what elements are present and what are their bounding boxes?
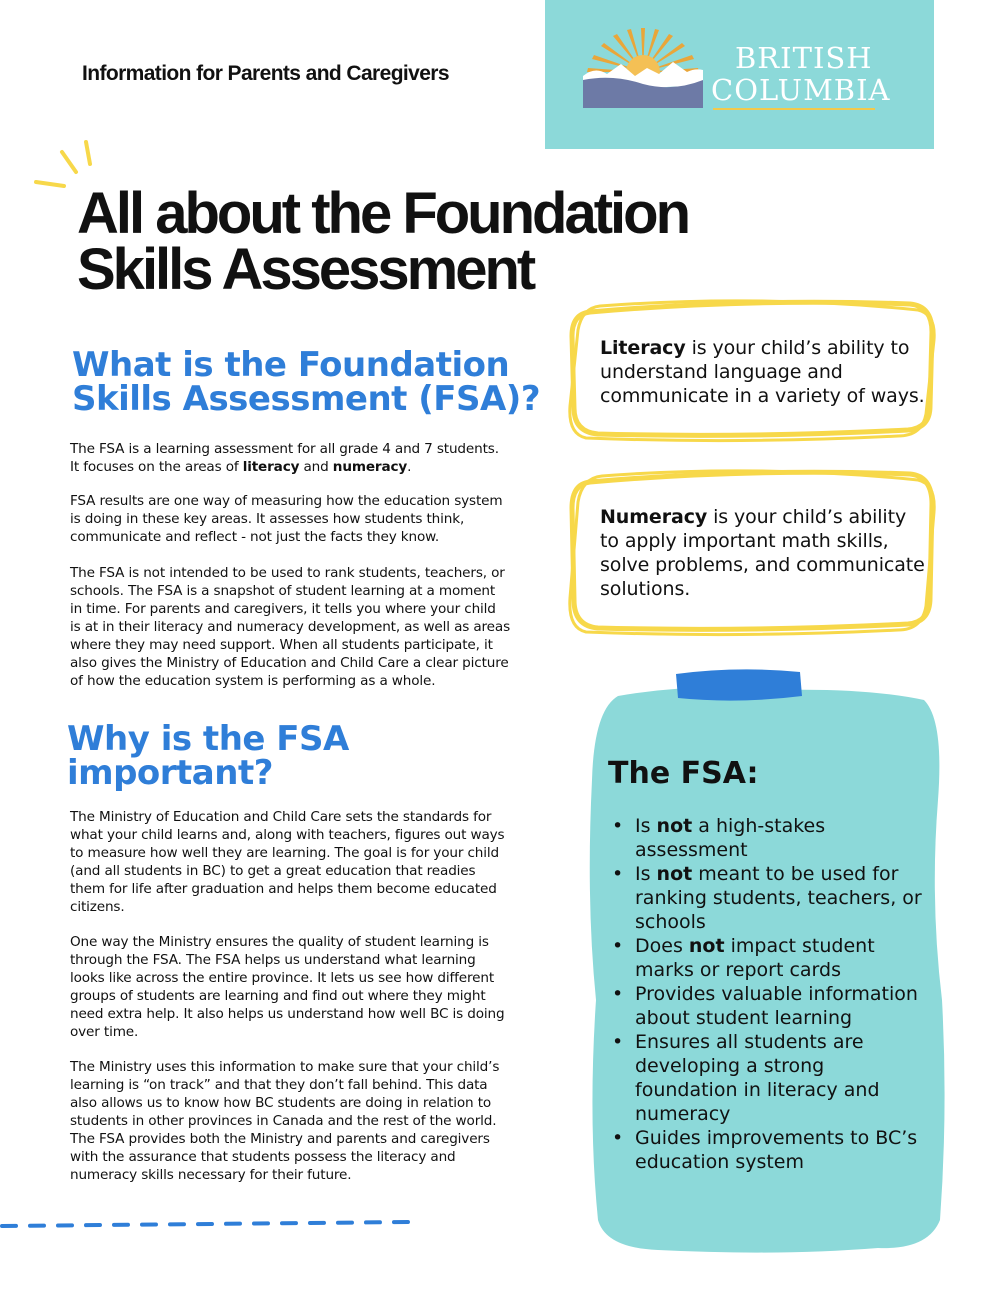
list-item [610,1126,930,1174]
fsa-summary-title: The FSA: [608,756,759,791]
text-run: Is [635,863,657,885]
section-heading-line: important? [67,753,273,793]
text-run: The FSA is a learning assessment for all grade 4 and 7 students. It focuses on the areas of [70,441,499,475]
bullet-icon: • [612,935,624,957]
section-heading-line: What is the Foundation [72,345,510,385]
paragraph-fsa-not-rank [70,564,510,690]
text-run: Is [635,815,657,837]
literacy-callout [600,336,930,408]
text-run: Ensures all students are developing a strong foundation in literacy and numeracy [635,1031,880,1125]
section-heading-line: Skills Assessment (FSA)? [72,379,541,419]
section-heading-what-is-fsa [72,345,541,419]
section-heading-why-important [67,719,349,793]
bold-text: not [656,863,693,885]
list-item [610,1030,930,1126]
bullet-icon: • [612,1031,624,1053]
page-title-line2: Skills Assessment [77,237,534,302]
bold-text: not [656,815,693,837]
dashed-divider [0,1214,420,1234]
numeracy-callout [600,505,930,601]
sun-mountain-logo-icon [583,24,703,108]
paragraph-fsa-intro [70,440,510,476]
paragraph-ministry-standards [70,808,510,916]
text-run: a high-stakes assessment [635,815,826,861]
bold-term-numeracy: numeracy [332,459,408,475]
list-item [610,982,930,1030]
fsa-summary-list [610,814,930,1174]
bold-text: not [688,935,725,957]
bullet-icon: • [612,1127,624,1149]
numeracy-definition: is your child’s ability to apply important math skills, solve problems, and communicate solutions. [600,506,925,600]
logo-text-columbia: COLUMBIA [711,73,891,107]
page-title-line1: All about the Foundation [77,181,689,246]
list-item [610,934,930,982]
numeracy-term: Numeracy [600,506,708,528]
bullet-icon: • [612,863,624,885]
bullet-icon: • [612,815,624,837]
list-item [610,862,930,934]
bullet-icon: • [612,983,624,1005]
paragraph-text: One way the Ministry ensures the quality of student learning is through the FSA. The FSA helps us understand what learning looks like across the entire province. It lets us see how different groups of students are learning and find out where they might need extra help. It also helps us understand how well BC is doing over time. [70,934,505,1040]
paragraph-on-track [70,1058,510,1184]
text-run: and [299,459,333,475]
paragraph-text: FSA results are one way of measuring how the education system is doing in these key areas. It assesses how students think, communicate and reflect - not just the facts they know. [70,493,503,545]
logo-text-british: BRITISH [735,41,873,75]
text-run: Does [635,935,689,957]
text-run: meant to be used for ranking students, teachers, or schools [635,863,922,933]
bold-term-literacy: literacy [242,459,300,475]
text-run: impact student marks or report cards [635,935,875,981]
paragraph-text: The Ministry uses this information to make sure that your child’s learning is “on track” and that they don’t fall behind. This data also allows us to know how BC students are doing in relation to students in other provinces in Canada and the rest of the world. The FSA provides both the Ministry and parents and caregivers with the assurance that students possess the literacy and numeracy skills necessary for their future. [70,1059,500,1183]
header-subtitle: Information for Parents and Caregivers [82,62,449,85]
page-title [77,181,689,302]
paragraph-text: The Ministry of Education and Child Care sets the standards for what your child learns and, along with teachers, figures out ways to measure how well they are learning. The goal is for your child (and all students in BC) to get a great education that readies them for life after graduation and helps them become educated citizens. [70,809,505,915]
paragraph-fsa-results [70,492,510,546]
list-item [610,814,930,862]
text-run: Provides valuable information about student learning [635,983,918,1029]
section-heading-line: Why is the FSA [67,719,349,759]
literacy-definition: is your child’s ability to understand language and communicate in a variety of ways. [600,337,925,407]
literacy-term: Literacy [600,337,686,359]
text-run: . [407,459,412,475]
bc-logo-banner [545,0,934,149]
logo-underline [713,108,875,110]
text-run: Guides improvements to BC’s education system [635,1127,918,1173]
paragraph-quality [70,933,510,1041]
paragraph-text: The FSA is not intended to be used to rank students, teachers, or schools. The FSA is a snapshot of student learning at a moment in time. For parents and caregivers, it tells you where your child is at in their literacy and numeracy development, as well as areas where they may need support. When all students participate, it also gives the Ministry of Education and Child Care a clear picture of how the education system is performing as a whole. [70,565,511,689]
